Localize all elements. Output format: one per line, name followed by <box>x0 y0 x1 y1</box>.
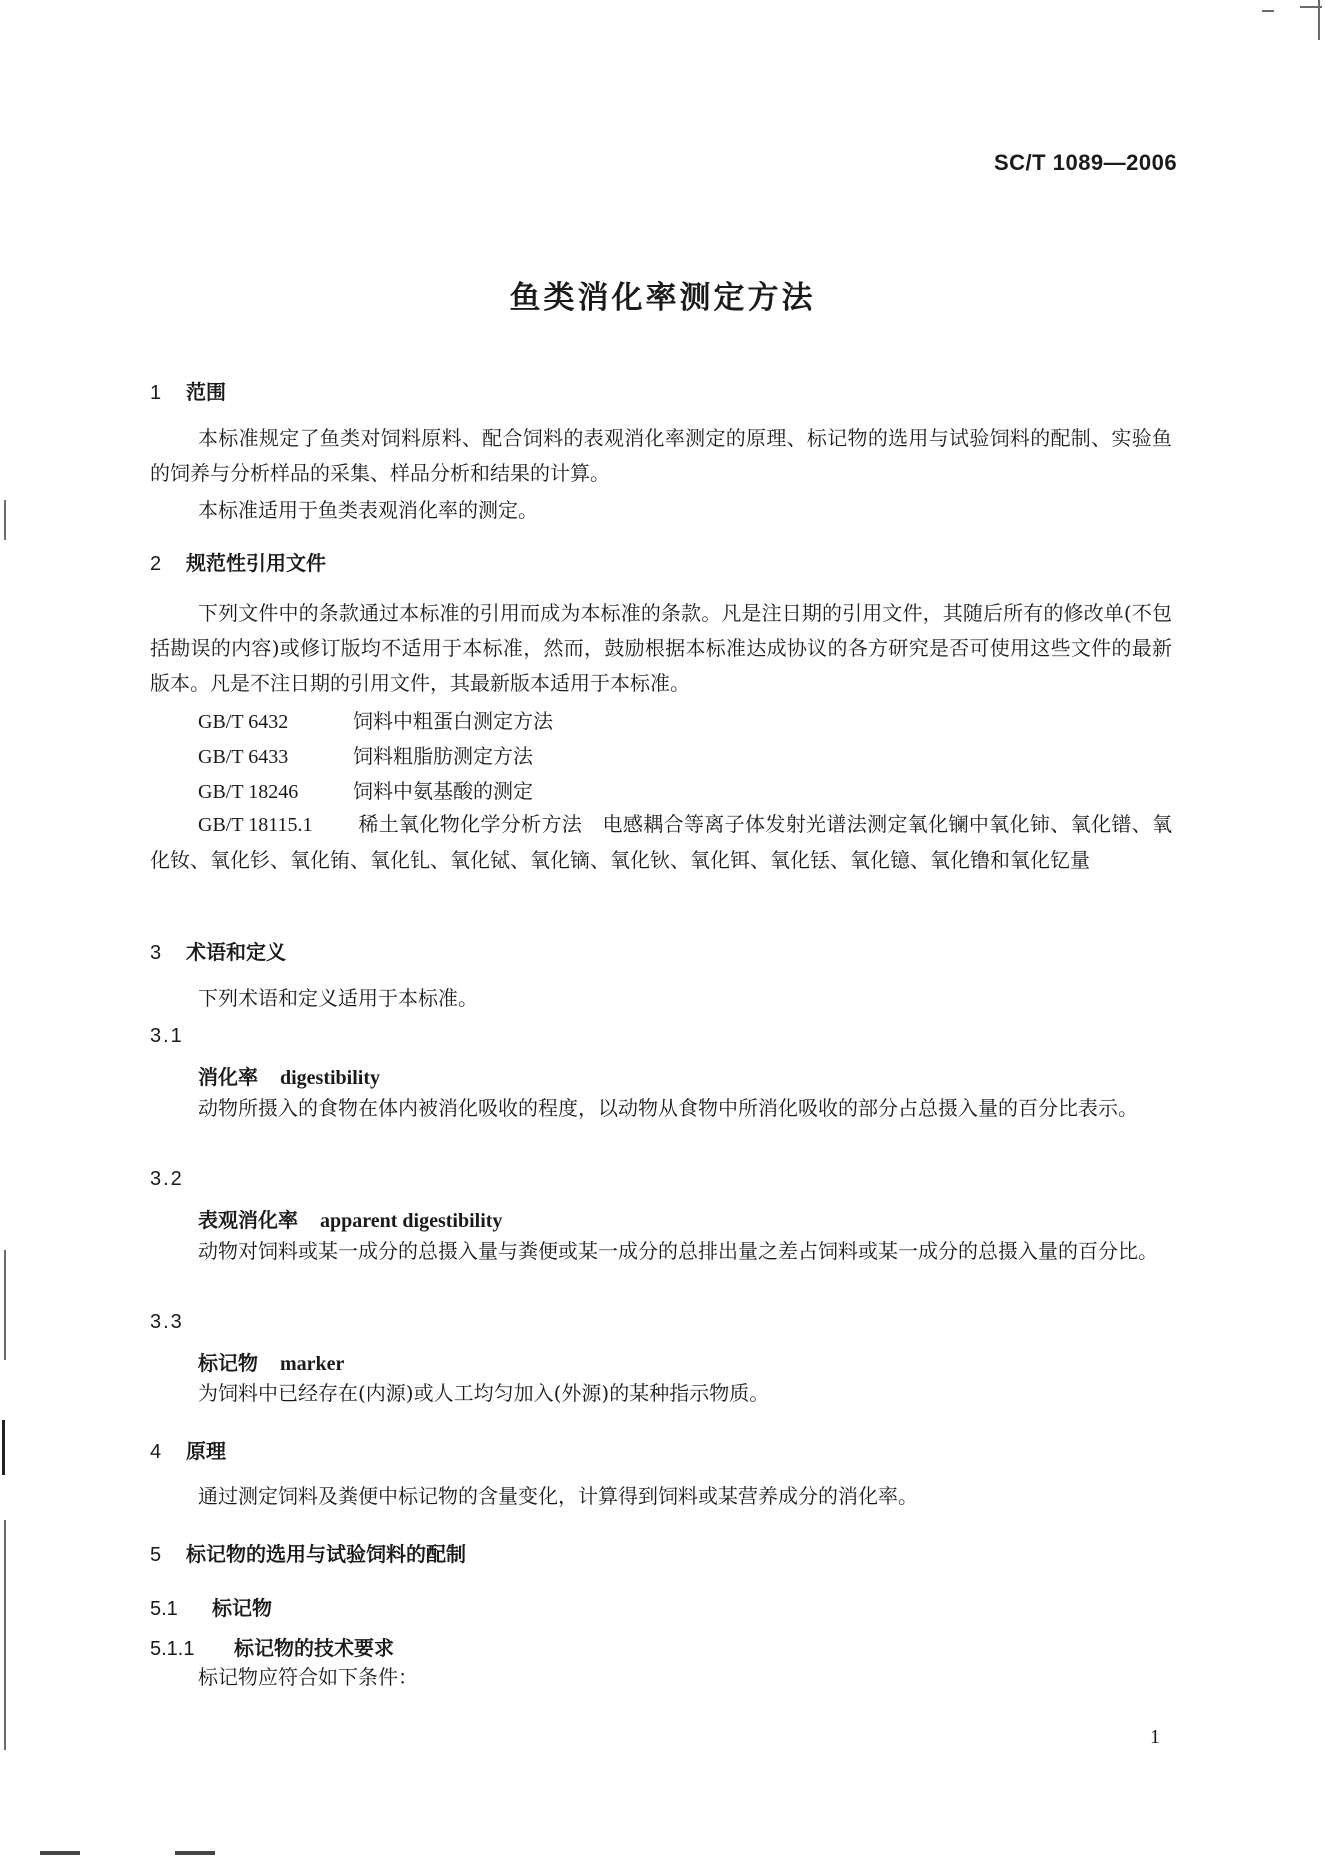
scan-mark <box>1318 0 1320 40</box>
reference-code: GB/T 18246 <box>198 781 299 803</box>
term-number: 3.3 <box>150 1311 184 1333</box>
standard-code: SC/T 1089—2006 <box>994 150 1178 175</box>
section-1-paragraph-2: 本标准适用于鱼类表观消化率的测定。 <box>198 498 538 522</box>
scan-mark <box>40 1851 80 1855</box>
term-heading <box>198 1347 344 1376</box>
reference-item <box>198 705 553 734</box>
section-3-intro: 下列术语和定义适用于本标准。 <box>198 986 478 1010</box>
subsection-5-1-heading <box>150 1592 272 1621</box>
section-number: 4 <box>150 1441 162 1463</box>
reference-title: 饲料中氨基酸的测定 <box>353 779 533 803</box>
reference-code: GB/T 6433 <box>198 746 289 768</box>
term-definition: 动物对饲料或某一成分的总摄入量与粪便或某一成分的总排出量之差占饲料或某一成分的总摄入量的百分比。 <box>198 1239 1158 1263</box>
subsection-title: 标记物 <box>212 1596 272 1620</box>
term-zh: 消化率 <box>198 1065 258 1089</box>
section-3-heading <box>150 936 286 965</box>
section-title: 范围 <box>186 380 226 404</box>
term-en: marker <box>280 1353 345 1375</box>
section-title: 规范性引用文件 <box>186 551 326 575</box>
scan-mark <box>175 1851 215 1855</box>
section-title: 原理 <box>186 1439 226 1463</box>
reference-code: GB/T 6432 <box>198 711 289 733</box>
scan-mark <box>4 1520 6 1750</box>
term-zh: 表观消化率 <box>198 1208 298 1232</box>
page-number: 1 <box>1150 1726 1160 1748</box>
subsection-number: 5.1 <box>150 1598 178 1620</box>
scan-mark <box>4 500 6 540</box>
subsection-title: 标记物的技术要求 <box>234 1636 394 1660</box>
term-definition: 为饲料中已经存在(内源)或人工均匀加入(外源)的某种指示物质。 <box>198 1381 770 1405</box>
section-2-heading <box>150 547 326 576</box>
term-number: 3.2 <box>150 1168 184 1190</box>
subsection-number: 5.1.1 <box>150 1638 195 1660</box>
section-title: 标记物的选用与试验饲料的配制 <box>186 1542 466 1566</box>
reference-item <box>150 807 1172 878</box>
page-title: 鱼类消化率测定方法 <box>509 280 816 316</box>
term-zh: 标记物 <box>198 1351 258 1375</box>
scan-mark <box>4 1250 6 1360</box>
section-5-heading <box>150 1538 466 1567</box>
scan-mark <box>2 1420 5 1475</box>
subsection-5-1-1-heading <box>150 1632 394 1661</box>
section-2-intro: 下列文件中的条款通过本标准的引用而成为本标准的条款。凡是注日期的引用文件，其随后所有的修改单(不包括勘误的内容)或修订版均不适用于本标准，然而，鼓励根据本标准达成协议的各方研究是否可使用这些文件的最新版本。凡是不注日期的引用文件，其最新版本适用于本标准。 <box>150 601 1172 695</box>
term-en: digestibility <box>280 1067 381 1089</box>
reference-code: GB/T 18115.1 <box>198 814 313 836</box>
section-number: 3 <box>150 942 162 964</box>
term-heading <box>198 1061 380 1090</box>
term-number: 3.1 <box>150 1025 184 1047</box>
reference-item <box>198 775 533 804</box>
section-title: 术语和定义 <box>186 940 286 964</box>
term-heading <box>198 1204 502 1233</box>
section-1-paragraph-1: 本标准规定了鱼类对饲料原料、配合饲料的表观消化率测定的原理、标记物的选用与试验饲料的配制、实验鱼的饲养与分析样品的采集、样品分析和结果的计算。 <box>150 426 1172 485</box>
reference-item <box>198 740 533 769</box>
term-definition: 动物所摄入的食物在体内被消化吸收的程度，以动物从食物中所消化吸收的部分占总摄入量的百分比表示。 <box>198 1096 1138 1120</box>
section-4-heading <box>150 1435 226 1464</box>
reference-title: 稀土氧化物化学分析方法 电感耦合等离子体发射光谱法测定氧化镧中氧化铈、氧化镨、氧化钕、氧化钐、氧化铕、氧化钆、氧化铽、氧化镝、氧化钬、氧化铒、氧化铥、氧化镱、氧化镥和氧化钇量 <box>150 812 1172 872</box>
section-1-heading <box>150 376 226 405</box>
section-number: 5 <box>150 1544 162 1566</box>
scan-mark <box>1262 10 1274 12</box>
term-en: apparent digestibility <box>320 1210 503 1232</box>
section-number: 2 <box>150 553 162 575</box>
reference-title: 饲料中粗蛋白测定方法 <box>353 709 553 733</box>
subsection-5-1-1-paragraph: 标记物应符合如下条件： <box>198 1665 418 1689</box>
section-number: 1 <box>150 382 162 404</box>
section-4-paragraph: 通过测定饲料及粪便中标记物的含量变化，计算得到饲料或某营养成分的消化率。 <box>198 1484 918 1508</box>
reference-title: 饲料粗脂肪测定方法 <box>353 744 533 768</box>
